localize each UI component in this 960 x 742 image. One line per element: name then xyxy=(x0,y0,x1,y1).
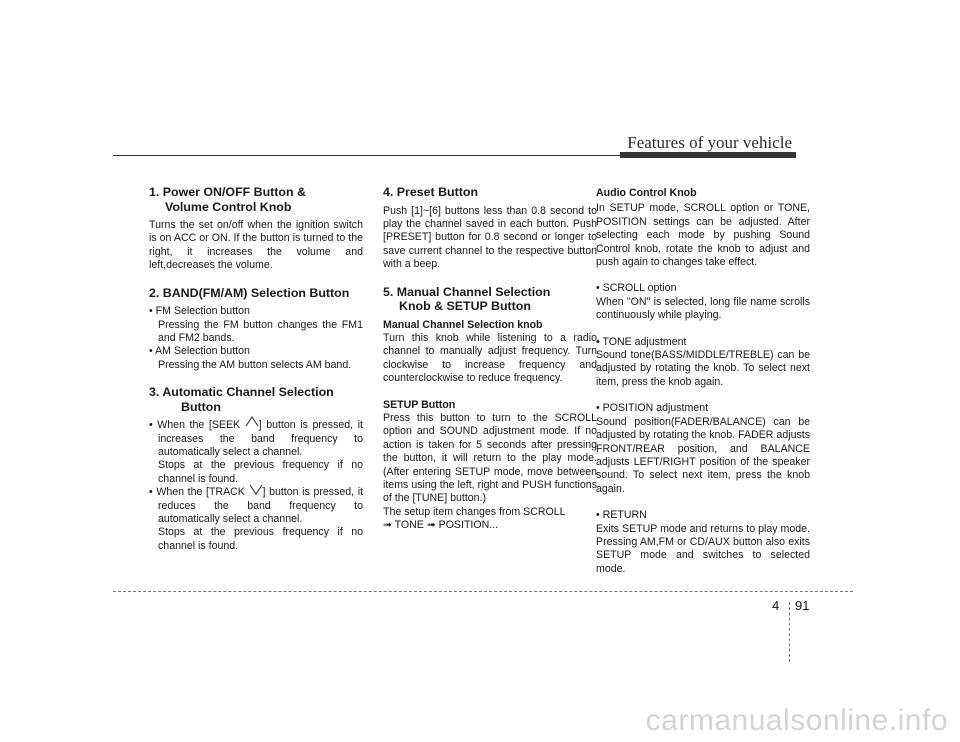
header-rule-thin xyxy=(113,155,620,156)
return-text: Exits SETUP mode and returns to play mode. Pressing AM,FM or CD/AUX button also exits SETUP mode and switches to selected mode. xyxy=(596,522,810,575)
seek-bullet: • When the [SEEK ] button is pressed, it increases the band frequency to automatically select a channel. xyxy=(149,419,363,458)
am-selection-bullet: • AM Selection button xyxy=(149,345,250,358)
seek-up-icon xyxy=(245,419,259,428)
watermark: carmanualsonline.info xyxy=(645,704,948,737)
setup-button-body: Press this button to turn to the SCROLL option and SOUND adjustment mode. If no action is taken for 5 seconds after pressing the button, it will return to the play mode.(After entering SETUP mode, move between items using the left, right and PUSH functions of the [TUNE] button.) xyxy=(383,411,597,505)
scroll-option-bullet: • SCROLL option xyxy=(596,282,677,295)
tone-adjust-text: Sound tone(BASS/MIDDLE/TREBLE) can be adjusted by rotating the knob. To select next item, press the knob again. xyxy=(596,349,810,388)
footer-vertical-rule xyxy=(789,602,790,662)
scroll-option-text: When "ON" is selected, long file name scrolls continuously while playing. xyxy=(596,295,810,322)
setup-item-sequence: The setup item changes from SCROLL ➟ TONE ➟ POSITION... xyxy=(383,505,566,532)
audio-knob-subheading: Audio Control Knob xyxy=(596,187,697,199)
tone-adjust-bullet: • TONE adjustment xyxy=(596,335,687,348)
page-number: 91 xyxy=(795,598,810,613)
return-bullet: • RETURN xyxy=(596,509,647,522)
track-bullet: • When the [TRACK ] button is pressed, it reduces the band frequency to automatically select a channel. xyxy=(149,486,364,525)
position-adjust-text: Sound position(FADER/BALANCE) can be adjusted by rotating the knob. FADER adjusts FRONT/REAR position, and BALANCE adjusts LEFT/RIGHT position of the speaker sound. To select next item, press the knob again. xyxy=(596,415,810,495)
audio-knob-body: In SETUP mode, SCROLL option or TONE, POSITION settings can be adjusted. After selecting each mode by pushing Sound Control knob, rotate the knob to adjust and push again to changes take effect. xyxy=(596,202,810,269)
fm-selection-bullet: • FM Selection button xyxy=(149,305,250,318)
am-selection-text: Pressing the AM button selects AM band. xyxy=(158,358,352,371)
section-5-heading: 5. Manual Channel Selection Knob & SETUP Button xyxy=(383,284,551,314)
page-header-title: Features of your vehicle xyxy=(627,133,792,152)
section-1-heading: 1. Power ON/OFF Button & Volume Control Knob xyxy=(149,185,306,214)
section-4-heading: 4. Preset Button xyxy=(383,185,479,199)
column-2 xyxy=(383,185,597,533)
track-note: Stops at the previous frequency if no channel is found. xyxy=(158,526,363,552)
manual-knob-body: Turn this knob while listening to a radio channel to manually adjust frequency. Turn clockwise to increase frequency and counterclockwise to reduce frequency. xyxy=(383,331,597,385)
seek-note: Stops at the previous frequency if no channel is found. xyxy=(158,459,363,485)
section-4-body: Push [1]~[6] buttons less than 0.8 second to play the channel saved in each button. Push [PRESET] button for 0.8 second or longer to save current channel to the respective button with a beep. xyxy=(383,204,597,271)
section-3-heading: 3. Automatic Channel Selection Button xyxy=(149,385,334,414)
column-1 xyxy=(149,185,363,553)
position-adjust-bullet: • POSITION adjustment xyxy=(596,402,709,415)
fm-selection-text: Pressing the FM button changes the FM1 and FM2 bands. xyxy=(158,318,363,344)
manual-knob-subheading: Manual Channel Selection knob xyxy=(383,318,543,331)
chapter-number: 4 xyxy=(772,598,780,613)
track-down-icon xyxy=(249,486,263,495)
section-1-body: Turns the set on/off when the ignition switch is on ACC or ON. If the button is turned to the right, it increases the volume and left,decreases the volume. xyxy=(149,219,363,272)
header-rule-thick xyxy=(620,152,796,158)
column-3 xyxy=(596,187,810,576)
section-2-heading: 2. BAND(FM/AM) Selection Button xyxy=(149,285,350,300)
footer-rule xyxy=(113,591,853,592)
setup-button-subheading: SETUP Button xyxy=(383,398,456,411)
